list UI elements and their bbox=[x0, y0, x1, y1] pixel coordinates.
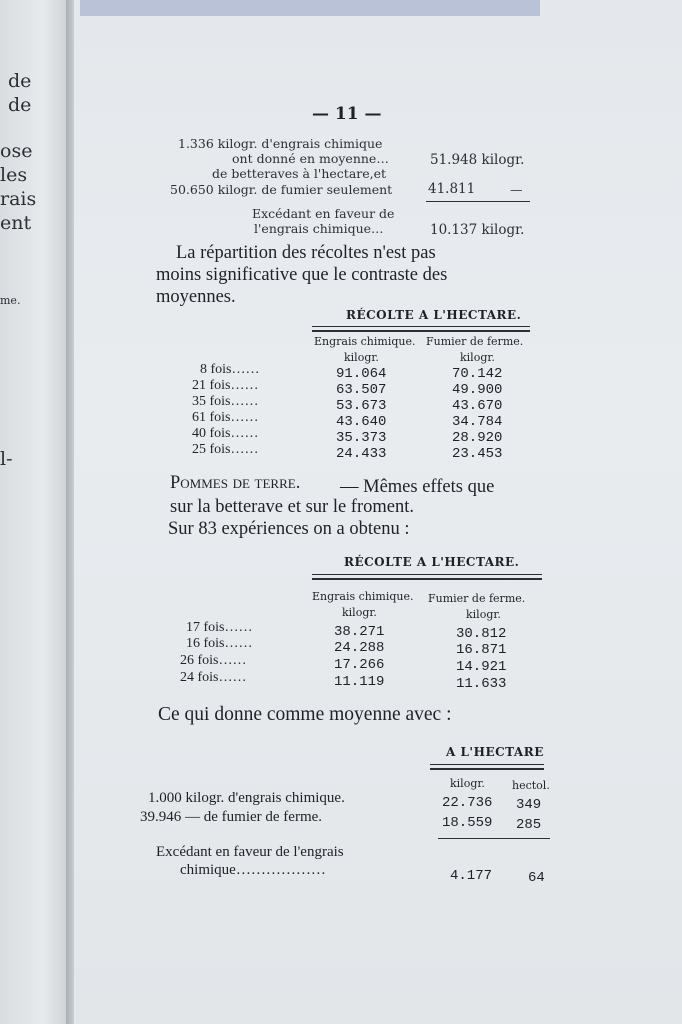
intro-value-1: 51.948 kilogr. bbox=[430, 152, 525, 168]
table-row-value: 30.812 bbox=[456, 626, 507, 642]
table-row-value: 23.453 bbox=[452, 446, 503, 462]
page-top-strip bbox=[80, 0, 540, 16]
table-row-value: 285 bbox=[516, 817, 542, 833]
table1-unit2: kilogr. bbox=[460, 351, 495, 364]
table-row-label: 24 fois…… bbox=[180, 670, 247, 685]
table1-header: RÉCOLTE A L'HECTARE. bbox=[346, 308, 522, 322]
table-row-label: 39.946 — de fumier de ferme. bbox=[140, 809, 323, 825]
table-row-value: 28.920 bbox=[452, 430, 503, 446]
prev-page-fragment: de bbox=[8, 94, 32, 116]
paragraph-line: sur la betterave et sur le froment. bbox=[170, 497, 414, 517]
table1-col1: Engrais chimique. bbox=[314, 335, 416, 348]
paragraph-line: La répartition des récoltes n'est pas bbox=[176, 243, 436, 263]
table-row-label: 35 fois…… bbox=[192, 394, 259, 409]
prev-page-fragment: de bbox=[8, 70, 32, 92]
table-row-value: 34.784 bbox=[452, 414, 503, 430]
intro-excedant-1: Excédant en faveur de bbox=[252, 206, 395, 221]
table-row-label: 25 fois…… bbox=[192, 442, 259, 457]
intro-dash: — bbox=[510, 182, 523, 197]
table1-col2: Fumier de ferme. bbox=[426, 335, 524, 348]
table-row-value: 17.266 bbox=[334, 657, 385, 673]
table2-header: RÉCOLTE A L'HECTARE. bbox=[344, 555, 520, 569]
table3-excedant-value-a: 4.177 bbox=[450, 868, 493, 884]
table3-sum-rule bbox=[438, 838, 550, 839]
paragraph-line: moins significative que le contraste des bbox=[156, 265, 448, 285]
table-row-value: 43.670 bbox=[452, 398, 503, 414]
table-row-label: 21 fois…… bbox=[192, 378, 259, 393]
table3-excedant-value-b: 64 bbox=[528, 870, 545, 886]
table-row-value: 22.736 bbox=[442, 795, 493, 811]
table-row-label: 16 fois…… bbox=[186, 636, 253, 651]
intro-excedant-value: 10.137 kilogr. bbox=[430, 222, 525, 238]
table2-unit1: kilogr. bbox=[342, 606, 377, 619]
table3-header-rule bbox=[430, 764, 544, 770]
table3-unit2: hectol. bbox=[512, 779, 550, 792]
paragraph-line: moyennes. bbox=[156, 287, 236, 307]
table2-unit2: kilogr. bbox=[466, 608, 501, 621]
table-row-value: 49.900 bbox=[452, 382, 503, 398]
intro-excedant-2: l'engrais chimique… bbox=[254, 221, 384, 236]
table-row-value: 38.271 bbox=[334, 624, 385, 640]
table-row-label: 26 fois…… bbox=[180, 653, 247, 668]
table2-header-rule bbox=[312, 574, 542, 580]
table3-excedant-2: chimique……………… bbox=[180, 862, 326, 878]
table-row-value: 349 bbox=[516, 797, 542, 813]
prev-page-fragment: ent bbox=[0, 212, 32, 234]
table-row-value: 24.433 bbox=[336, 446, 387, 462]
table1-unit1: kilogr. bbox=[344, 351, 379, 364]
table-row-value: 70.142 bbox=[452, 366, 503, 382]
table-row-label: 8 fois…… bbox=[200, 362, 260, 377]
table-row-label: 17 fois…… bbox=[186, 620, 253, 635]
table-row-value: 11.633 bbox=[456, 676, 507, 692]
intro-line-1: 1.336 kilogr. d'engrais chimique bbox=[178, 136, 383, 151]
table-row-value: 11.119 bbox=[334, 674, 385, 690]
table3-excedant-1: Excédant en faveur de l'engrais bbox=[156, 844, 344, 860]
page-number: — 11 — bbox=[312, 104, 382, 124]
table-row-value: 14.921 bbox=[456, 659, 507, 675]
table1-header-rule bbox=[312, 326, 530, 332]
intro-rule bbox=[426, 201, 530, 202]
intro-line-4: 50.650 kilogr. de fumier seulement bbox=[170, 182, 393, 197]
prev-page-fragment: rais bbox=[0, 188, 37, 210]
table-row-value: 16.871 bbox=[456, 642, 507, 658]
paragraph-line: Ce qui donne comme moyenne avec : bbox=[158, 704, 452, 725]
table-row-value: 18.559 bbox=[442, 815, 493, 831]
prev-page-fragment: me. bbox=[0, 294, 21, 307]
table-row-value: 43.640 bbox=[336, 414, 387, 430]
table-row-value: 24.288 bbox=[334, 640, 385, 656]
prev-page-fragment: l- bbox=[0, 448, 13, 470]
table-row-value: 91.064 bbox=[336, 366, 387, 382]
table-row-label: 40 fois…… bbox=[192, 426, 259, 441]
prev-page-fragment: ose bbox=[0, 140, 33, 162]
table-row-value: 35.373 bbox=[336, 430, 387, 446]
section-title: Pommes de terre. bbox=[170, 473, 301, 493]
paragraph-line: Sur 83 expériences on a obtenu : bbox=[168, 519, 410, 539]
table3-unit1: kilogr. bbox=[450, 777, 485, 790]
prev-page-fragment: les bbox=[0, 164, 28, 186]
table-row-value: 53.673 bbox=[336, 398, 387, 414]
intro-line-2: ont donné en moyenne… bbox=[232, 151, 389, 166]
paragraph-line: — Mêmes effets que bbox=[340, 477, 495, 497]
table2-col1: Engrais chimique. bbox=[312, 590, 414, 603]
table-row-label: 1.000 kilogr. d'engrais chimique. bbox=[148, 790, 345, 806]
table2-col2: Fumier de ferme. bbox=[428, 592, 526, 605]
intro-line-3: de betteraves à l'hectare,et bbox=[212, 166, 387, 181]
table-row-value: 63.507 bbox=[336, 382, 387, 398]
previous-page-edge bbox=[0, 0, 72, 1024]
table3-header: A L'HECTARE bbox=[446, 745, 544, 759]
table-row-label: 61 fois…… bbox=[192, 410, 259, 425]
intro-value-2: 41.811 bbox=[428, 181, 476, 197]
